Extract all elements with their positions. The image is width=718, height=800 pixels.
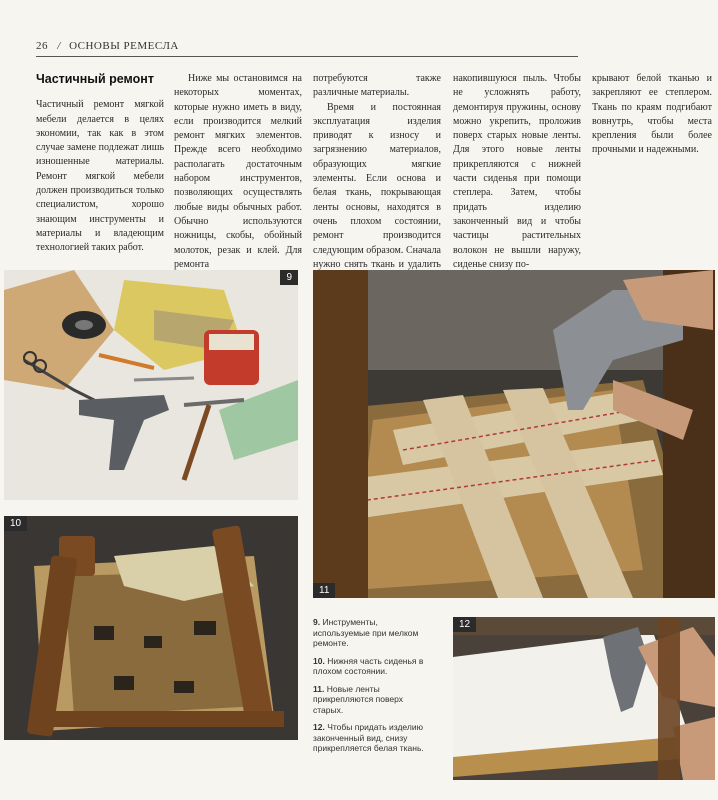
paragraph-3a: потребуются также различные материалы. [313,73,441,99]
caption-12-number: 12. [313,722,325,732]
text-column-5 [592,72,712,158]
page-header [36,40,179,52]
photo-number-11: 11 [313,583,335,598]
caption-11-number: 11. [313,683,325,694]
header-separator: / [57,40,61,52]
caption-11 [313,684,433,716]
text-column-1 [36,72,164,256]
caption-9 [313,617,433,649]
paragraph-4: накопившуюся пыль. Чтобы не усложнять работу, демонтируя пружины, основу можно укрепить, проложив поверх старых новые ленты. Для этого новые ленты прикрепляются с нижней части сиденья при помощи степлера. Затем, чтобы придать изделию законченный вид и чтобы частицы растительных волокон не вышли наружу, сиденье снизу по- [453,73,581,270]
caption-9-text: Инструменты, используемые при мелком ремонте. [313,617,419,648]
caption-12 [313,722,433,754]
photo-number-9: 9 [280,270,298,285]
photo-tools [4,270,298,500]
text-column-3 [313,72,441,286]
text-column-2 [174,72,302,272]
header-rule [36,56,578,57]
caption-10-number: 10. [313,655,325,666]
photo-white-fabric [453,617,715,780]
page-number: 26 [36,40,48,52]
paragraph-3b: Время и постоянная эксплуатация изделия приводят к износу и загрязнению материалов, образующих мягкие элементы. Если основа и белая ткань, покрывающая ленты основы, находятся в очень плохом состоянии, ремонт производится следующим образом. Сначала нужно снять ткань и удалить [313,101,441,270]
caption-10-text: Нижняя часть сиденья в плохом состоянии. [313,655,424,676]
paragraph-1: Частичный ремонт мягкой мебели делается в целях экономии, так как в этом случае замене подлежат лишь изношенные материалы. Ремонт мягкой мебели должен производиться только специалистом, хорошо знающим инструменты и материалы и владеющим технологией таких работ. [36,99,164,254]
caption-12-text: Чтобы придать изделию законченный вид, снизу прикрепляется белая ткань. [313,722,424,753]
article-title: Частичный ремонт [36,72,154,86]
caption-9-number: 9. [313,617,321,627]
section-title: ОСНОВЫ РЕМЕСЛА [69,40,179,52]
caption-11-text: Новые ленты прикрепляются поверх старых. [313,683,403,715]
photo-chair-bottom [4,516,298,740]
paragraph-5: крывают белой тканью и закрепляют ее степлером. Ткань по краям подгибают вовнутрь, чтобы места крепления были более прочными и надежными. [592,73,712,156]
paragraph-2: Ниже мы остановимся на некоторых моментах, которые нужно иметь в виду, если производится мелкий ремонт мягких элементов. Прежде всего необходимо располагать достаточным набором инструментов, позволяющих осуществлять любые виды обычных работ. Обычно используются ножницы, скобы, обойный молоток, резак и клей. Для ремонта [174,73,302,270]
text-column-4 [453,72,581,272]
photo-captions [313,617,433,761]
photo-number-12: 12 [453,617,476,632]
photo-new-straps [313,270,715,598]
caption-10 [313,656,433,677]
photo-number-10: 10 [4,516,27,531]
